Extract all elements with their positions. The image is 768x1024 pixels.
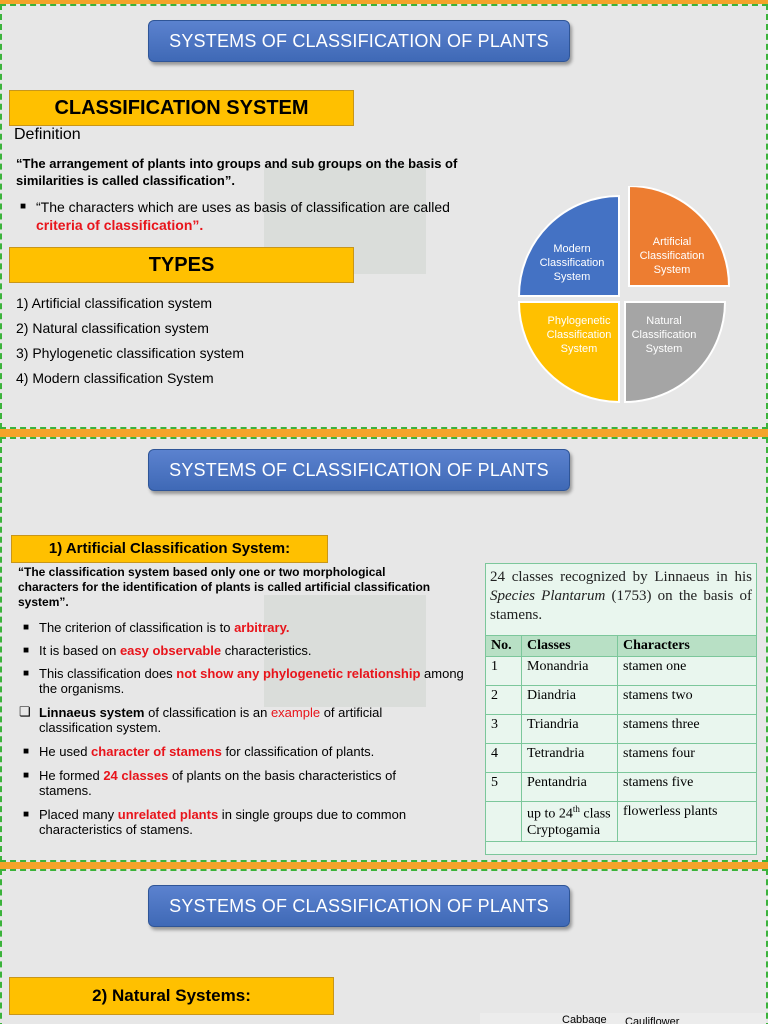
type-item: 1) Artificial classification system — [16, 295, 213, 311]
definition-text: “The arrangement of plants into groups and sub groups on the basis of similarities is called classification”. — [16, 156, 458, 188]
table-header-cell: Classes — [522, 636, 618, 657]
type-item: 3) Phylogenetic classification system — [16, 345, 244, 361]
table-cell: Pentandria — [522, 773, 618, 802]
slide-natural-systems — [0, 869, 768, 1024]
natural-systems-heading: 2) Natural Systems: — [9, 977, 334, 1015]
table-header-row — [486, 636, 757, 657]
table-cell: Tetrandria — [522, 744, 618, 773]
criteria-bullet: ■ “The characters which are uses as basis of classification are called criteria of classification”. — [20, 199, 450, 233]
artificial-system-heading: 1) Artificial Classification System: — [11, 535, 328, 563]
checkbox-square-icon: ❏ — [19, 704, 31, 719]
linnaeus-table-caption: 24 classes recognized by Linnaeus in his Species Plantarum (1753) on the basis of stamens. — [490, 569, 752, 623]
bullet-phylogenetic: ■ This classification does not show any phylogenetic relationship among the organisms. — [23, 666, 464, 696]
classification-system-heading: CLASSIFICATION SYSTEM — [9, 90, 354, 126]
cauliflower-label: Cauliflower — [625, 1016, 680, 1024]
table-cell — [486, 802, 522, 842]
table-header-cell: Characters — [618, 636, 757, 657]
types-heading: TYPES — [9, 247, 354, 283]
table-row — [486, 802, 757, 842]
table-cell: Diandria — [522, 686, 618, 715]
bullet-square-icon: ■ — [23, 770, 30, 781]
table-header-cell: No. — [486, 636, 522, 657]
bullet-square-icon: ■ — [23, 668, 30, 679]
bullet-square-icon: ■ — [23, 645, 30, 656]
pie-label-artificial: Artificial Classification System — [639, 236, 705, 276]
bullet-square-icon: ■ — [23, 622, 30, 633]
cabbage-label: Cabbage — [562, 1014, 607, 1024]
slide-title-banner: SYSTEMS OF CLASSIFICATION OF PLANTS — [148, 20, 570, 62]
bullet-square-icon: ■ — [20, 201, 27, 212]
classification-pie-diagram — [512, 186, 742, 411]
slide-title-banner: SYSTEMS OF CLASSIFICATION OF PLANTS — [148, 885, 570, 927]
table-row — [486, 657, 757, 686]
table-cell: stamens two — [618, 686, 757, 715]
pie-label-natural: Natural Classification System — [631, 315, 697, 355]
table-row — [486, 686, 757, 715]
table-row — [486, 715, 757, 744]
artificial-definition: “The classification system based only one or two morphological characters for the identification of plants is called artificial classification system”. — [18, 565, 431, 609]
bullet-square-icon: ■ — [23, 746, 30, 757]
bullet-stamens: ■ He used character of stamens for classification of plants. — [23, 744, 375, 759]
bullet-unrelated-plants: ■ Placed many unrelated plants in single groups due to common characteristics of stamens. — [23, 807, 407, 837]
linnaeus-classes-table — [485, 635, 757, 842]
plant-image-strip — [480, 1013, 768, 1024]
table-cell: 5 — [486, 773, 522, 802]
table-cell: up to 24th class Cryptogamia — [522, 802, 618, 842]
slide-classification-system — [0, 4, 768, 429]
table-cell: stamen one — [618, 657, 757, 686]
pie-label-modern: Modern Classification System — [539, 243, 605, 283]
type-item: 4) Modern classification System — [16, 370, 214, 386]
bullet-linnaeus: ❏ Linnaeus system of classification is an example of artificial classification system. — [19, 704, 383, 735]
table-cell: Triandria — [522, 715, 618, 744]
bullet-easy-observable: ■ It is based on easy observable characteristics. — [23, 643, 312, 658]
table-cell: flowerless plants — [618, 802, 757, 842]
type-item: 2) Natural classification system — [16, 320, 209, 336]
table-cell: stamens four — [618, 744, 757, 773]
bullet-arbitrary: ■ The criterion of classification is to arbitrary. — [23, 620, 290, 635]
table-cell: 3 — [486, 715, 522, 744]
table-row — [486, 773, 757, 802]
slide-artificial-system — [0, 437, 768, 862]
types-list — [16, 291, 244, 391]
table-cell: Monandria — [522, 657, 618, 686]
table-cell: 2 — [486, 686, 522, 715]
bullet-square-icon: ■ — [23, 809, 30, 820]
table-cell: 1 — [486, 657, 522, 686]
pie-label-phylogenetic: Phylogenetic Classification System — [546, 315, 612, 355]
slide-title-banner: SYSTEMS OF CLASSIFICATION OF PLANTS — [148, 449, 570, 491]
table-row — [486, 744, 757, 773]
bullet-24-classes: ■ He formed 24 classes of plants on the basis characteristics of stamens. — [23, 768, 397, 798]
table-cell: stamens three — [618, 715, 757, 744]
table-cell: stamens five — [618, 773, 757, 802]
table-cell: 4 — [486, 744, 522, 773]
definition-label: Definition — [14, 126, 81, 143]
